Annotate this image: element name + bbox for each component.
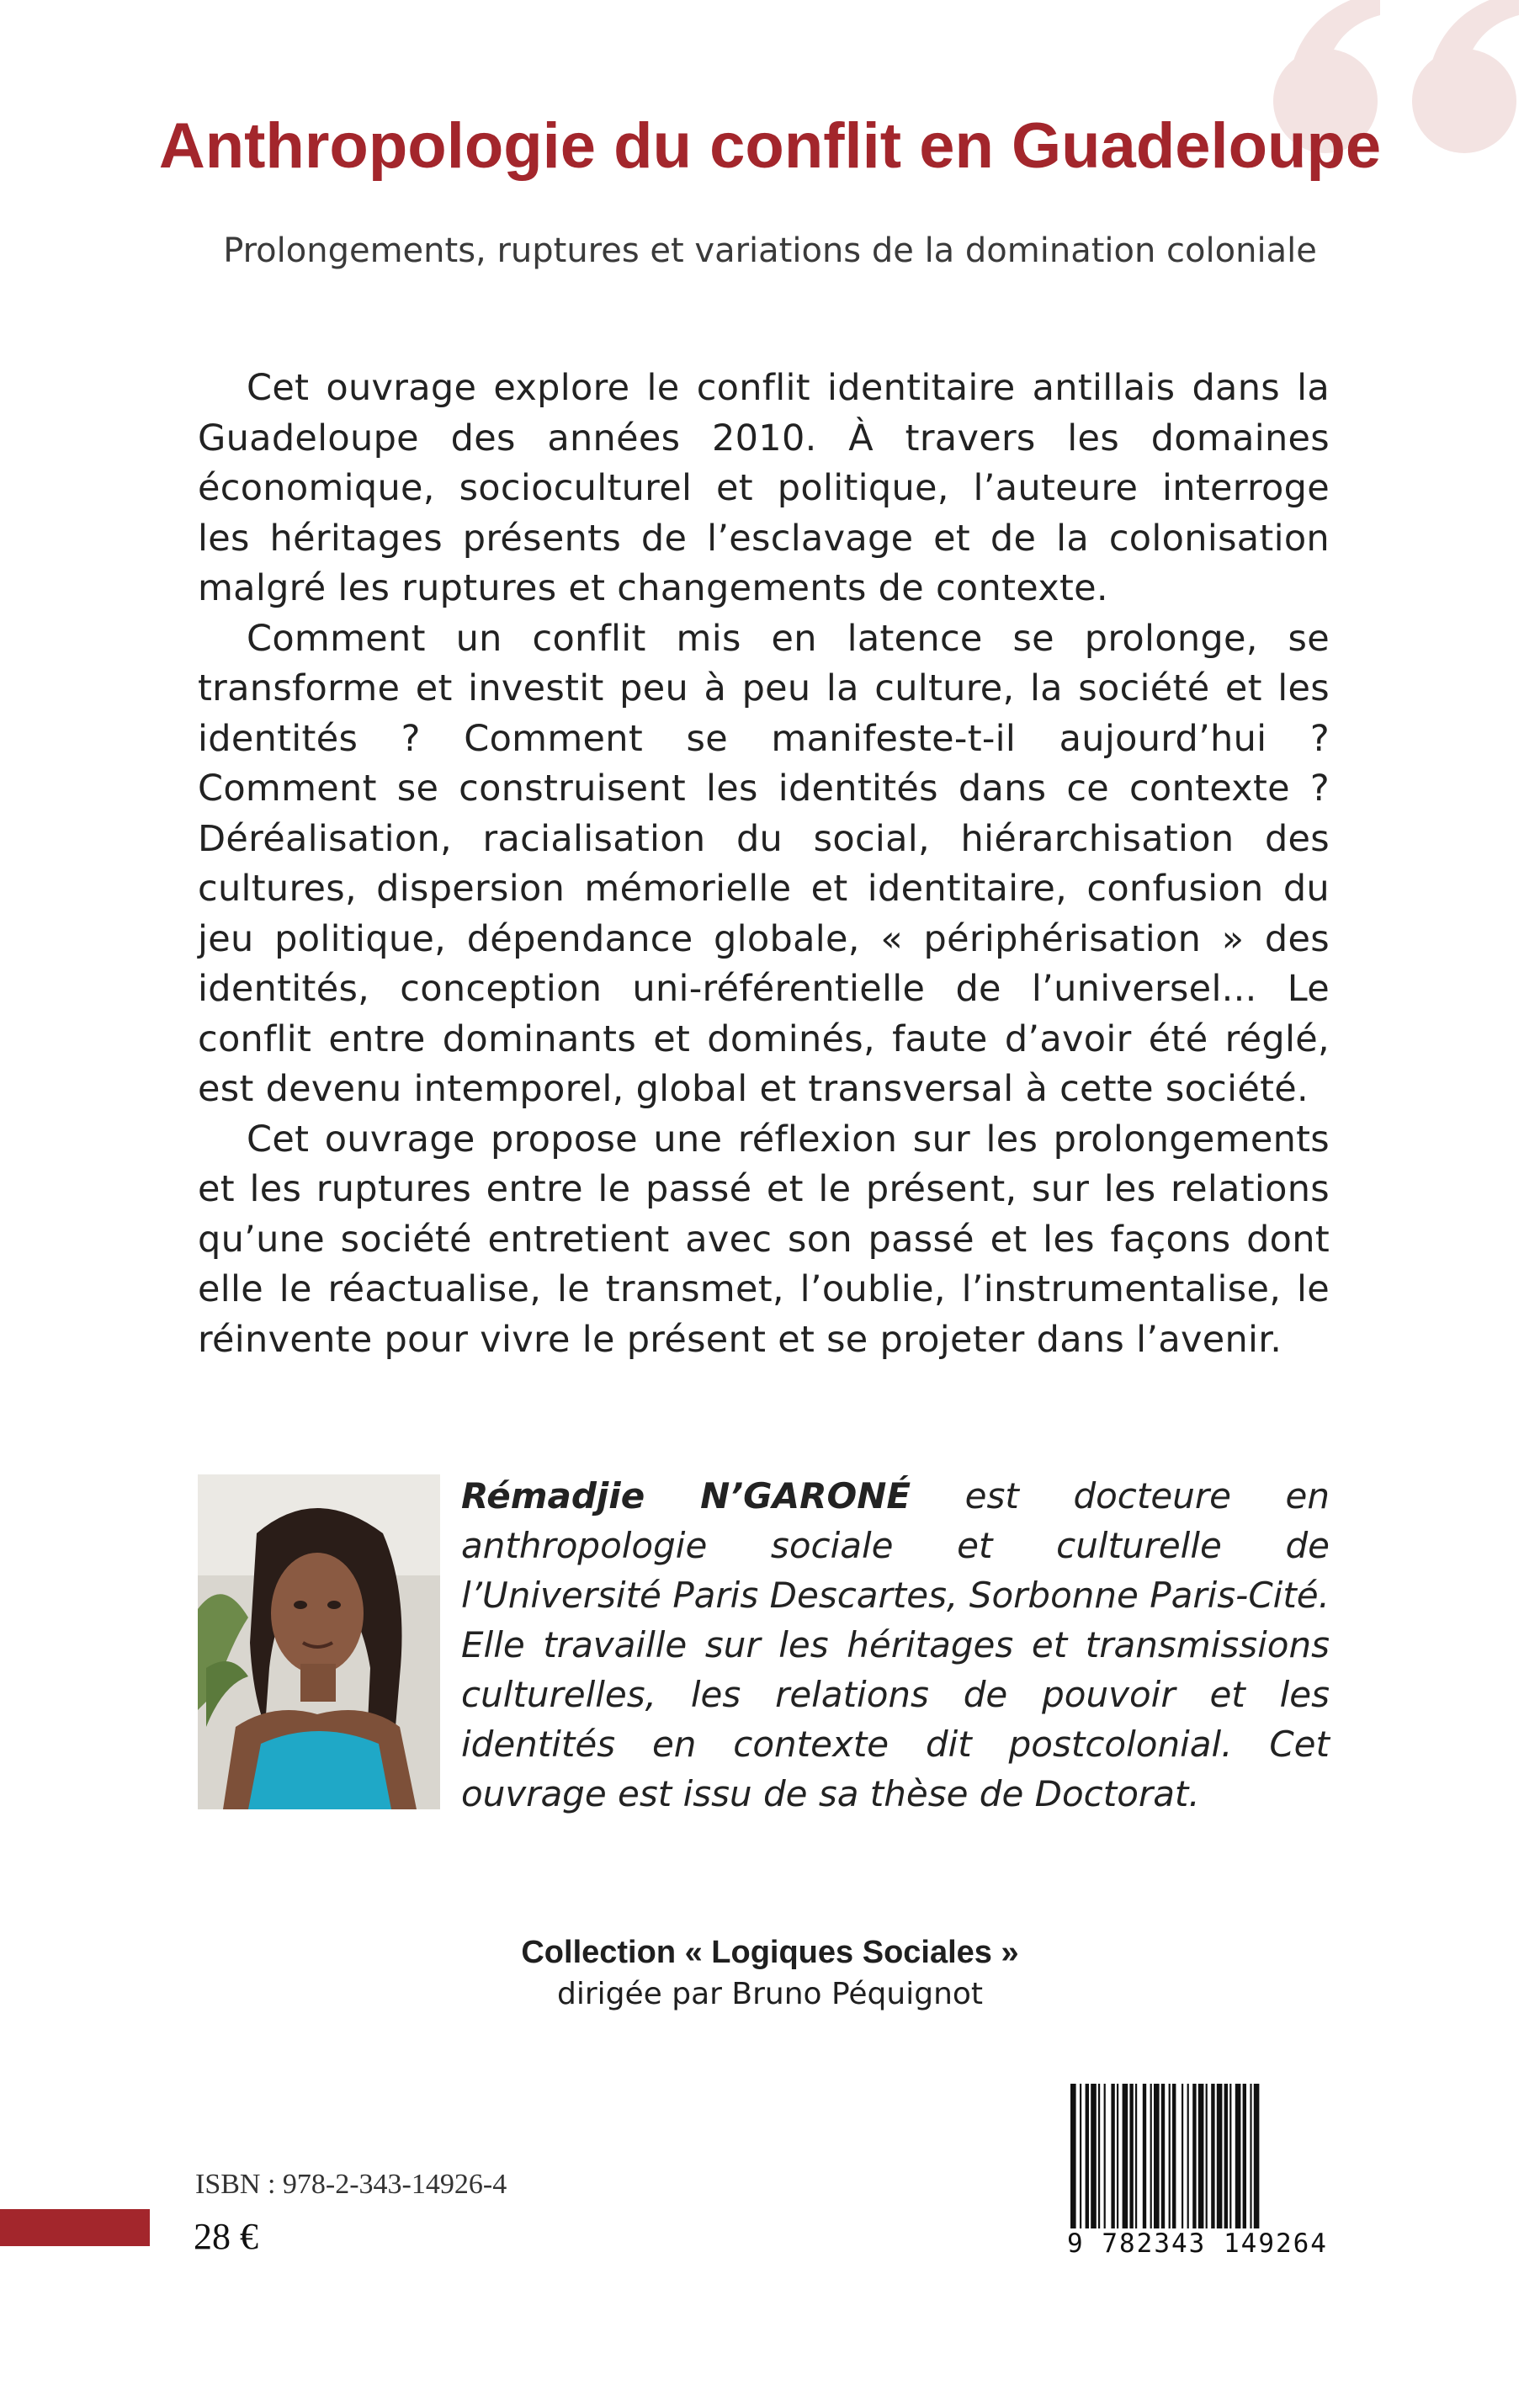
summary-paragraph: Comment un conflit mis en latence se prolonge, se transforme et investit peu à peu la culture, la société et les identités ? Comment se manifeste-t-il aujourd’hui ? Comment se construisent les identités dans ce contexte ? Déréalisation, racialisation du social, hiérarchisation des cultures, dispersion mémorielle et identitaire, confusion du jeu politique, dépendance globale, « périphérisation » des identités, conception uni-référentielle de l’universel... Le conflit entre dominants et dominés, faute d’avoir été réglé, est devenu intemporel, global et transversal à cette société. (198, 617, 1330, 1110)
barcode-bar (1117, 2084, 1118, 2228)
barcode-bar (1235, 2084, 1241, 2228)
barcode-bar (1198, 2084, 1204, 2228)
barcode-icon (1067, 2084, 1328, 2235)
red-accent-bar (0, 2209, 150, 2246)
book-subtitle: Prolongements, ruptures et variations de la domination coloniale (223, 231, 1317, 270)
author-bio (461, 1471, 1330, 1819)
barcode-bar (1211, 2084, 1214, 2228)
barcode-bar (1206, 2084, 1208, 2228)
barcode-bar (1080, 2084, 1081, 2228)
barcode-bar (1150, 2084, 1152, 2228)
collection-title: Collection « Logiques Sociales » (521, 1935, 1019, 1970)
author-bio-text: est docteure en anthropologie sociale et culturelle de l’Université Paris Descartes, Sorbonne Paris-Cité. Elle travaille sur les héritages et transmissions culturelles, les relations de pouvoir et les identités en contexte dit postcolonial. Cet ouvrage est issu de sa thèse de Doctorat. (461, 1475, 1330, 1814)
barcode-bar (1243, 2084, 1246, 2228)
barcode-bar (1182, 2084, 1183, 2228)
barcode-bar (1172, 2084, 1176, 2228)
barcode-bar (1217, 2084, 1223, 2228)
author-photo (198, 1474, 440, 1809)
barcode-bar (1129, 2084, 1133, 2228)
price: 28 € (194, 2216, 258, 2257)
collection-director: dirigée par Bruno Péquignot (556, 1977, 984, 2011)
barcode-bar (1192, 2084, 1196, 2228)
barcode-bar (1091, 2084, 1097, 2228)
barcode-bar (1098, 2084, 1100, 2228)
barcode-bar (1135, 2084, 1137, 2228)
barcode-bar (1143, 2084, 1146, 2228)
collection-info (0, 1931, 1540, 2016)
barcode-bar (1086, 2084, 1089, 2228)
barcode-bar (1161, 2084, 1165, 2228)
barcode-bar (1111, 2084, 1114, 2228)
barcode-bar (1154, 2084, 1160, 2228)
barcode-bar (1229, 2084, 1231, 2228)
author-name: Rémadjie N’GARONÉ (461, 1475, 911, 1517)
summary-text (198, 364, 1330, 1365)
barcode-bar (1169, 2084, 1171, 2228)
isbn: ISBN : 978-2-343-14926-4 (195, 2169, 507, 2200)
barcode-bar (1254, 2084, 1260, 2228)
barcode-bar (1250, 2084, 1251, 2228)
book-title: Anthropologie du conflit en Guadeloupe (158, 110, 1382, 182)
barcode-bar (1224, 2084, 1228, 2228)
barcode-digits: 9 782343 149264 (1067, 2228, 1328, 2259)
barcode-bar (1070, 2084, 1076, 2228)
summary-paragraph: Cet ouvrage explore le conflit identitaire antillais dans la Guadeloupe des années 2010. À travers les domaines économique, socioculturel et politique, l’auteure interroge les héritages présents de l’esclavage et de la colonisation malgré les ruptures et changements de contexte. (198, 367, 1330, 609)
summary-paragraph: Cet ouvrage propose une réflexion sur les prolongements et les ruptures entre le passé et le présent, sur les relations qu’une société entretient avec son passé et les façons dont elle le réactualise, le transmet, l’oublie, l’instrumentalise, le réinvente pour vivre le présent et se projeter dans l’avenir. (198, 1118, 1330, 1361)
barcode-bar (1187, 2084, 1189, 2228)
barcode-bar (1123, 2084, 1128, 2228)
barcode-bar (1104, 2084, 1106, 2228)
